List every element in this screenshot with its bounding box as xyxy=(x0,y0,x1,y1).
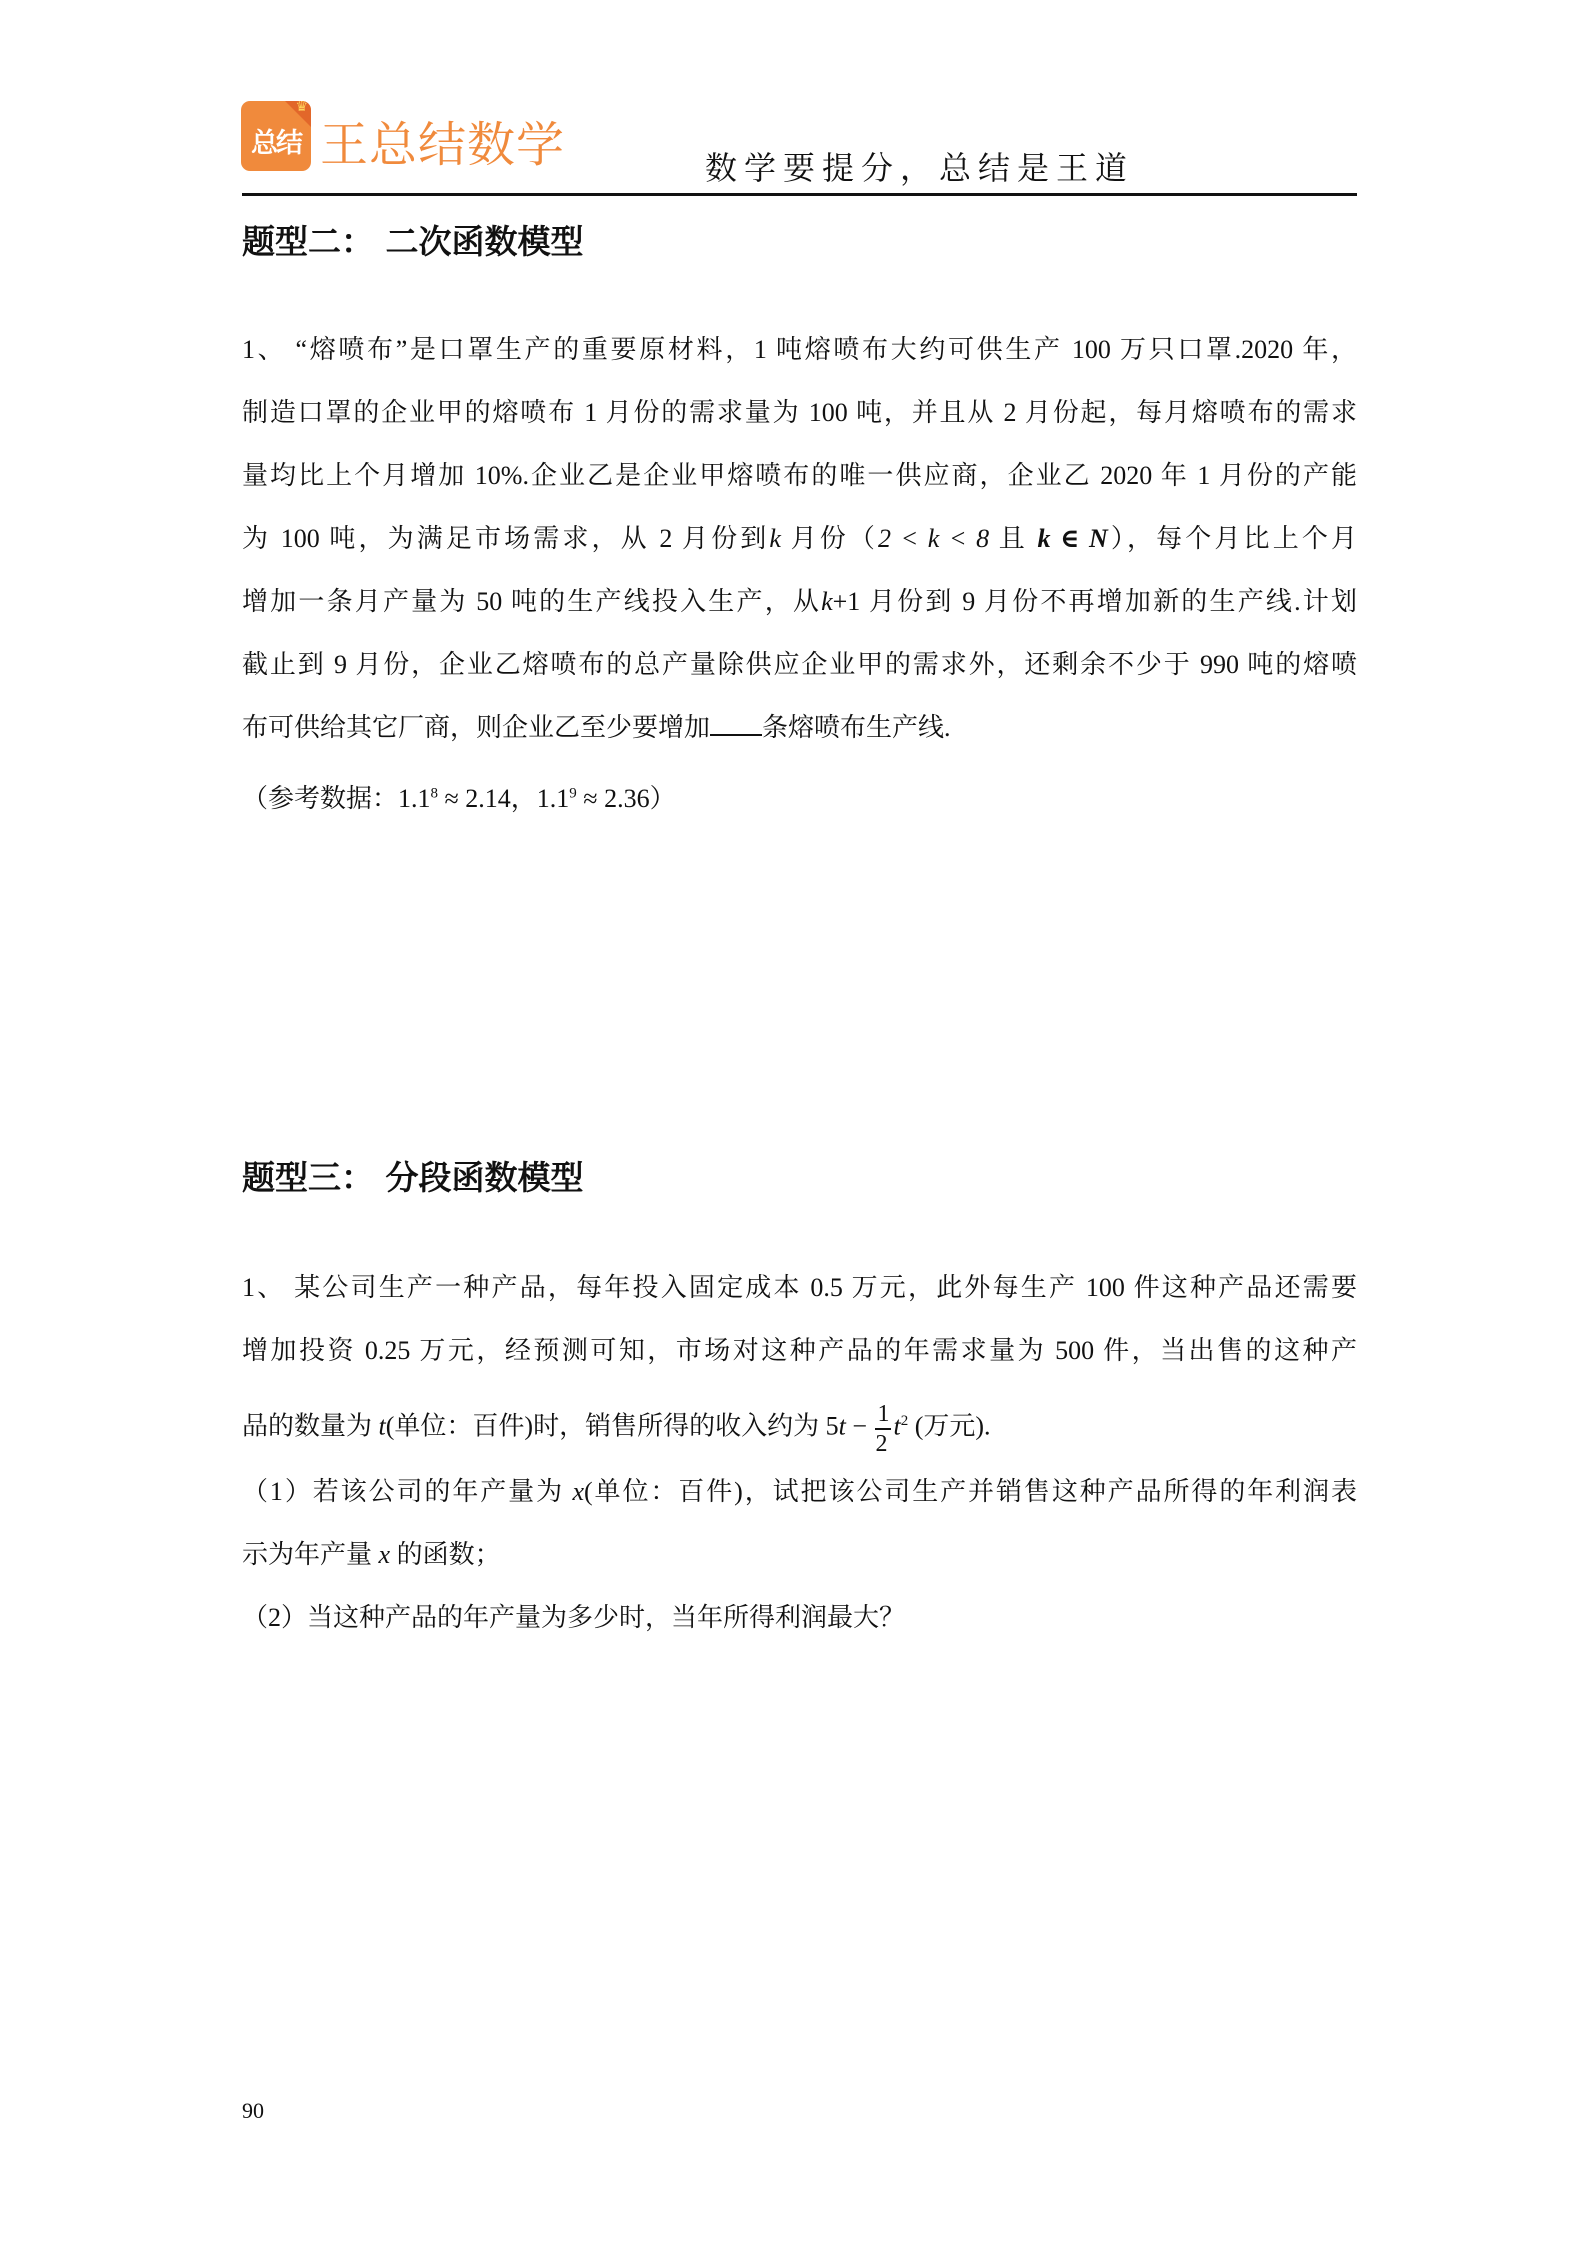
text-line: 品的数量为 t(单位：百件)时，销售所得的收入约为 5t − $\frac{1}{2}$ $t^2$ (万元). xyxy=(242,1400,991,1457)
text-line: 量均比上个月增加 10%.企业乙是企业甲熔喷布的唯一供应商，企业乙 2020 年 1 月份的产能 xyxy=(242,461,1357,490)
section-title-quadratic: 题型二： 二次函数模型 xyxy=(242,222,584,261)
fraction: $\frac{1}{2}$ xyxy=(875,1400,890,1457)
text-line: 1、 “熔喷布”是口罩生产的重要原材料，1 吨熔喷布大约可供生产 100 万只口罩.2020 年， xyxy=(242,335,1357,364)
answer-blank xyxy=(710,714,762,736)
problem-quadratic xyxy=(242,318,1357,759)
section-title-piecewise: 题型三： 分段函数模型 xyxy=(242,1158,584,1197)
question-1: （1）若该公司的年产量为 x(单位：百件)，试把该公司生产并销售这种产品所得的年利润表 xyxy=(242,1477,1357,1506)
header-rule xyxy=(242,193,1357,196)
crown-icon: ♛ xyxy=(295,101,308,115)
slogan: 数学要提分，总结是王道 xyxy=(705,150,1135,186)
text-line: 1、 某公司生产一种产品，每年投入固定成本 0.5 万元，此外每生产 100 件这种产品还需要 xyxy=(242,1273,1357,1302)
text-line: 增加投资 0.25 万元，经预测可知，市场对这种产品的年需求量为 500 件，当出售的这种产 xyxy=(242,1336,1357,1365)
text-line: 截止到 9 月份，企业乙熔喷布的总产量除供应企业甲的需求外，还剩余不少于 990 吨的熔喷 xyxy=(242,650,1357,679)
text-line: 制造口罩的企业甲的熔喷布 1 月份的需求量为 100 吨，并且从 2 月份起，每月熔喷布的需求 xyxy=(242,398,1357,427)
set-membership: k ∈ N xyxy=(1037,524,1108,553)
condition: 2 < k < 8 xyxy=(877,524,990,553)
text-line: 为 100 吨，为满足市场需求，从 2 月份到k 月份（2 < k < 8 且 k ∈ N），每个月比上个月 xyxy=(242,524,1357,553)
question-2: （2）当这种产品的年产量为多少时，当年所得利润最大？ xyxy=(242,1603,906,1632)
logo-badge xyxy=(241,101,311,171)
brand-name: 王总结数学 xyxy=(320,117,566,173)
question-1-cont: 示为年产量 x 的函数； xyxy=(242,1540,501,1569)
problem-piecewise xyxy=(242,1256,1357,1649)
text-line: 布可供给其它厂商，则企业乙至少要增加 条熔喷布生产线. xyxy=(242,713,951,742)
logo-text: 总结 xyxy=(251,128,301,159)
text-line: 增加一条月产量为 50 吨的生产线投入生产，从k+1 月份到 9 月份不再增加新的生产线.计划 xyxy=(242,587,1357,616)
reference-data: （参考数据：$1.1^8 \approx 2.14$，$1.1^9 \approx 2.36$） xyxy=(242,784,676,813)
page-number: 90 xyxy=(242,2098,264,2123)
